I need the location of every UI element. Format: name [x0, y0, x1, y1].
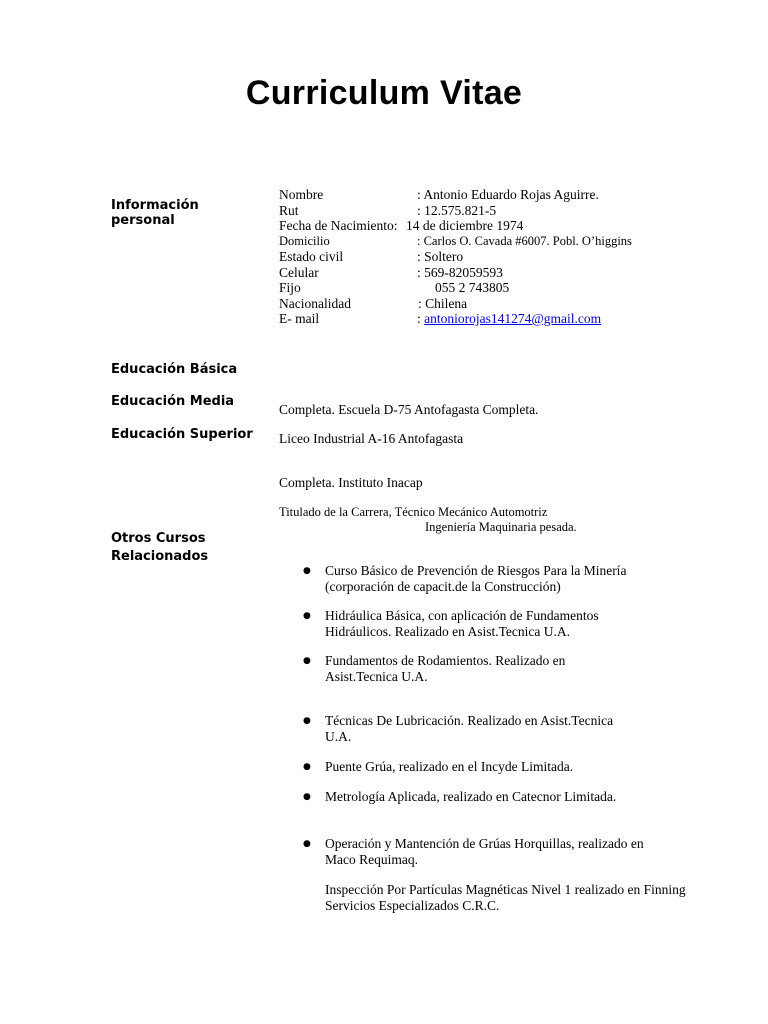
personal-info-label-line1: Información	[111, 198, 199, 213]
course-item	[325, 653, 725, 684]
course-line2: (corporación de capacit.de la Construcción)	[325, 578, 561, 594]
course-line1: Técnicas De Lubricación. Realizado en Asist.Tecnica	[325, 713, 614, 728]
info-key: Celular	[279, 264, 319, 280]
info-row-estado-civil	[279, 249, 739, 265]
educacion-superior-label: Educación Superior	[111, 427, 253, 442]
educacion-basica-text: Completa. Escuela D-75 Antofagasta Completa.	[279, 402, 539, 417]
info-row-celular	[279, 265, 739, 281]
course-extra-paragraph	[325, 882, 725, 913]
email-link[interactable]: antoniorojas141274@gmail.com	[424, 311, 602, 326]
course-line1: Puente Grúa, realizado en el Incyde Limitada.	[325, 759, 574, 774]
course-item	[325, 563, 725, 594]
document-title: Curriculum Vitae	[245, 74, 523, 112]
educacion-superior-text: Completa. Instituto Inacap	[279, 475, 423, 490]
info-value: : Soltero	[417, 249, 464, 264]
course-line2: U.A.	[325, 728, 352, 744]
info-row-fecha-nacimiento	[279, 218, 739, 234]
info-key: Domicilio	[279, 233, 330, 248]
course-line1: Curso Básico de Prevención de Riesgos Para la Minería	[325, 563, 627, 578]
course-item	[325, 789, 725, 805]
info-value: : 569-82059593	[417, 264, 503, 280]
info-row-fijo	[279, 280, 739, 296]
info-key: E- mail	[279, 311, 320, 326]
bullet-icon: ●	[303, 839, 311, 849]
info-key: Estado civil	[279, 249, 344, 264]
educacion-basica-label: Educación Básica	[111, 362, 238, 377]
course-item	[325, 836, 725, 867]
info-value: : 12.575.821-5	[417, 202, 497, 218]
titulo-line1: Titulado de la Carrera, Técnico Mecánico Automotriz	[279, 505, 548, 519]
personal-info-label	[111, 198, 199, 228]
educacion-media-label: Educación Media	[111, 394, 235, 409]
course-extra-line1: Inspección Por Partículas Magnéticas Nivel 1 realizado en Finning	[325, 882, 686, 897]
info-key: Fijo	[279, 280, 301, 295]
bullet-icon: ●	[303, 566, 311, 576]
email-prefix: :	[417, 311, 425, 326]
bullet-icon: ●	[303, 656, 311, 666]
info-value: 14 de diciembre 1974	[406, 218, 524, 233]
course-item	[325, 713, 725, 744]
educacion-media-text: Liceo Industrial A-16 Antofagasta	[279, 431, 464, 446]
info-row-nacionalidad	[279, 296, 739, 312]
bullet-icon: ●	[303, 792, 311, 802]
info-value-email	[417, 311, 601, 327]
info-key: Fecha de Nacimiento:	[279, 218, 398, 233]
course-line1: Hidráulica Básica, con aplicación de Fundamentos	[325, 608, 599, 623]
course-line1: Metrología Aplicada, realizado en Catecnor Limitada.	[325, 789, 617, 804]
course-line2: Hidráulicos. Realizado en Asist.Tecnica U.A.	[325, 623, 570, 639]
course-line2: Asist.Tecnica U.A.	[325, 668, 428, 684]
course-extra-line2: Servicios Especializados C.R.C.	[325, 897, 500, 913]
info-key: Nombre	[279, 187, 324, 202]
info-row-nombre	[279, 187, 739, 203]
info-row-email	[279, 311, 739, 327]
info-key: Nacionalidad	[279, 295, 351, 311]
bullet-icon: ●	[303, 611, 311, 621]
info-value: 055 2 743805	[435, 280, 510, 295]
otros-cursos-label-line1: Otros Cursos	[111, 531, 206, 546]
course-item	[325, 608, 725, 639]
info-value: : Chilena	[418, 295, 468, 311]
info-row-domicilio	[279, 234, 739, 250]
bullet-icon: ●	[303, 716, 311, 726]
otros-cursos-label-line2: Relacionados	[111, 549, 209, 564]
info-value: : Antonio Eduardo Rojas Aguirre.	[417, 187, 599, 202]
course-item	[325, 759, 725, 775]
titulo-line2: Ingeniería Maquinaria pesada.	[425, 520, 577, 534]
info-key: Rut	[279, 202, 299, 218]
course-line1: Operación y Mantención de Grúas Horquillas, realizado en	[325, 836, 644, 851]
personal-info-label-line2: personal	[111, 213, 175, 228]
info-value: : Carlos O. Cavada #6007. Pobl. O’higgins	[417, 233, 632, 248]
course-line2: Maco Requimaq.	[325, 851, 418, 867]
course-line1: Fundamentos de Rodamientos. Realizado en	[325, 653, 566, 668]
bullet-icon: ●	[303, 762, 311, 772]
info-row-rut	[279, 203, 739, 219]
otros-cursos-label	[111, 530, 208, 566]
